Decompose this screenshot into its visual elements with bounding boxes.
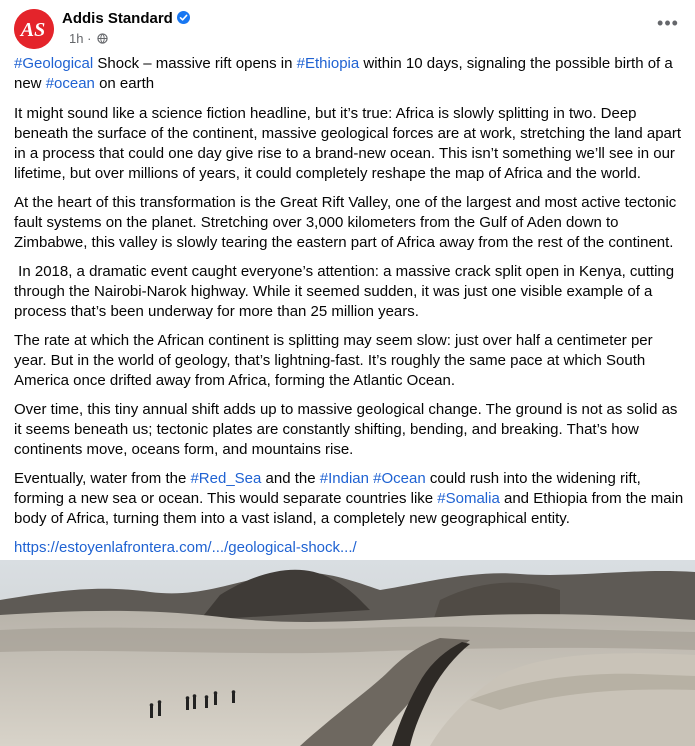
paragraph-1: It might sound like a science fiction headline, but it’s true: Africa is slowly splitting in two. Deep beneath the surface of the continent, massive geological forces are at work, stretching the land apart in a process that could one day give rise to a brand-new ocean. This isn’t something we’ll see in our lifetime, but over millions of years, it could completely reshape the map of Africa and the world. — [14, 105, 682, 182]
paragraph-5: Over time, this tiny annual shift adds up to massive geological change. The ground is not as solid as it seems beneath us; tectonic plates are constantly shifting, bending, and breaking. That’s how continents move, oceans form, and mountains rise. — [14, 401, 678, 458]
link-paragraph — [14, 538, 686, 558]
post-meta — [69, 31, 108, 46]
post-photo[interactable] — [0, 560, 695, 746]
p6-text-5: and Ethiopia from the main body of Africa, turning them into a vast island, a completely new geographical entity. — [14, 490, 684, 527]
article-link[interactable]: https://estoyenlafrontera.com/.../geological-shock.../ — [14, 539, 357, 556]
p6-text-2: and the — [261, 470, 320, 487]
avatar-logo-icon — [14, 9, 54, 49]
hashtag-indian[interactable]: #Indian — [319, 470, 369, 487]
paragraph-6 — [14, 469, 686, 529]
paragraph-3: In 2018, a dramatic event caught everyone’s attention: a massive crack split open in Kenya, cutting through the Nairobi-Narok highway. While it seemed sudden, it was just one visible example of a process that’s been underway for more than 25 million years. — [14, 263, 679, 320]
hashtag-ethiopia[interactable]: #Ethiopia — [296, 55, 360, 72]
page-name[interactable] — [62, 10, 190, 27]
hashtag-ocean-2[interactable]: #Ocean — [373, 470, 426, 487]
hashtag-geological[interactable]: #Geological — [14, 55, 94, 72]
post-headline — [14, 54, 686, 94]
more-options-button[interactable] — [652, 11, 684, 35]
avatar[interactable] — [14, 9, 54, 49]
p6-text-4: could rush into the widening rift, forming a new sea or ocean. This would separate countries like — [14, 470, 641, 507]
p6-text-1: Eventually, water from the — [14, 470, 191, 487]
post-text — [14, 54, 686, 567]
hashtag-ocean[interactable]: #ocean — [45, 75, 95, 92]
post-time[interactable]: 1h — [69, 31, 84, 46]
meta-separator: · — [87, 31, 92, 46]
headline-text-2: within 10 days, signaling the possible birth of a new — [14, 55, 673, 92]
page-name-text[interactable]: Addis Standard — [62, 10, 173, 27]
globe-icon[interactable] — [97, 33, 108, 44]
hashtag-red-sea[interactable]: #Red_Sea — [190, 470, 262, 487]
paragraph-4: The rate at which the African continent is splitting may seem slow: just over half a centimeter per year. But in the world of geology, that’s lightning-fast. It’s roughly the same pace at which South America once drifted away from Africa, forming the Atlantic Ocean. — [14, 332, 653, 389]
headline-text-1: Shock – massive rift opens in — [93, 55, 297, 72]
hashtag-somalia[interactable]: #Somalia — [437, 490, 500, 507]
post-header — [14, 9, 684, 49]
verified-badge-icon — [177, 11, 190, 24]
paragraph-2: At the heart of this transformation is the Great Rift Valley, one of the largest and most active tectonic fault systems on the planet. Stretching over 3,000 kilometers from the Gulf of Aden down to Zimbabwe, this valley is slowly tearing the eastern part of Africa away from the rest of the continent. — [14, 194, 677, 251]
headline-text-3: on earth — [94, 75, 155, 92]
svg-text:AS: AS — [20, 19, 46, 41]
rift-landscape-image — [0, 560, 695, 746]
more-options-icon: ••• — [657, 12, 679, 33]
